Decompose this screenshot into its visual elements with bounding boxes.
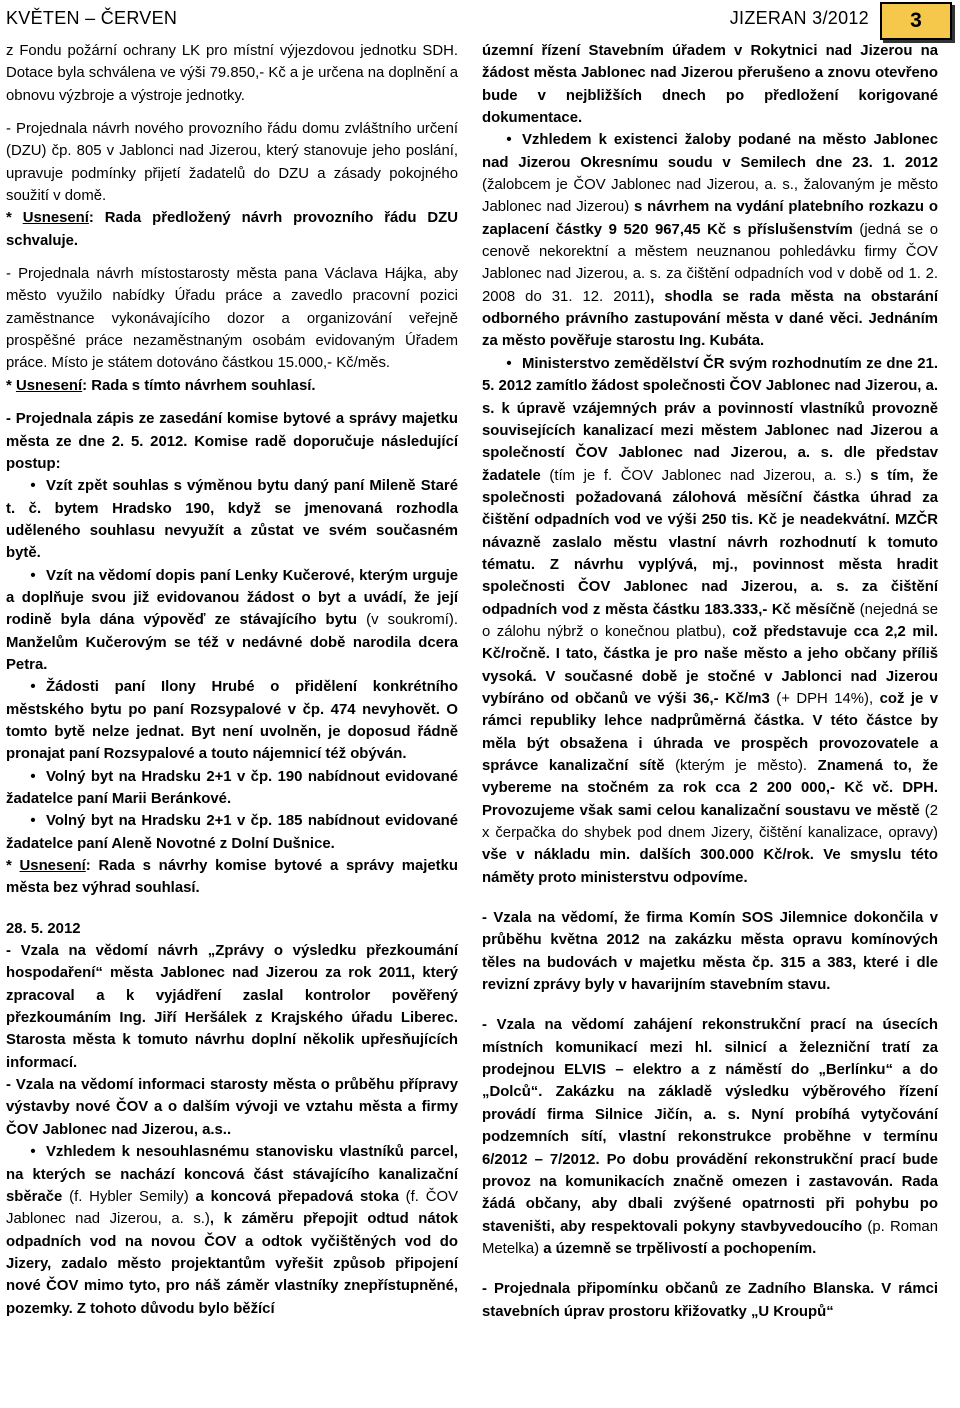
paragraph: - Vzala na vědomí zahájení rekonstrukční prací na úsecích místních komunikací mezi hl. silnicí a železniční tratí za prodejnou ELVIS – elektro a z náměstí do „Berlínku“ a do „Dolců“. Zakázku na základě výsledku výběrového řízení provádí firma Silnice Jičín, a. s. Nyní probíhá vytyčování podzemních sítí, vlastní rekonstrukce proběhne v termínu 6/2012 – 7/2012. Po dobu provádění rekonstrukční prací bude provoz na komunikacích značně omezen i zastavován. Rada žádá občany, aby dbali zvýšené opatrnosti při pohybu po staveništi, aby respektovali pokyny stavbyvedoucího (p. Roman Metelka) a územně se trpělivostí a pochopením. [482, 1017, 938, 1257]
page-header [0, 0, 960, 40]
resolution: * Usnesení: Rada s návrhy komise bytové a správy majetku města bez výhrad souhlasí. [6, 858, 458, 897]
paragraph: - Projednala zápis ze zasedání komise bytové a správy majetku města ze dne 2. 5. 2012. Komise radě doporučuje následující postup: [6, 411, 458, 472]
list-item: • Vzhledem k existenci žaloby podané na město Jablonec nad Jizerou Okresnímu soudu v Semilech dne 23. 1. 2012 (žalobcem je ČOV Jablonec nad Jizerou, a. s., žalovaným je město Jablonec nad Jizerou) s návrhem na vydání platebního rozkazu o zaplacení částky 9 520 967,45 Kč s příslušenstvím (jedná se o cenově nekorektní a městem neuznanou pohledávku firmy ČOV Jablonec nad Jizerou, a. s. za čištění odpadních vod v době od 1. 2. 2008 do 31. 12. 2011), shodla se rada města na obstarání odborného právního zastupování města v dané věci. Jednáním za město pověřuje starostu Ing. Kubáta. [482, 129, 938, 352]
list-item: • Ministerstvo zemědělství ČR svým rozhodnutím ze dne 21. 5. 2012 zamítlo žádost společnosti ČOV Jablonec nad Jizerou, a. s. k úpravě vzájemných práv a povinností vlastníků provozně souvisejících kanalizací mezi městem Jablonec nad Jizerou a společností ČOV Jablonec nad Jizerou, a. s. dle představ žadatele (tím je f. ČOV Jablonec nad Jizerou, a. s.) s tím, že společnosti požadovaná zálohová měsíční částka úhrad za čištění odpadních vod ve výši 250 tis. Kč je neadekvátní. MZČR návazně zaslalo městu vlastní návrh rozhodnutí k tomuto tématu. Z návrhu vyplývá, mj., povinnost města hradit společnosti ČOV Jablonec nad Jizerou, a. s. za čištění odpadních vod z města částku 183.333,- Kč měsíčně (nejedná se o zálohu nýbrž o konečnou platbu), což představuje cca 2,2 mil. Kč/ročně. I tato, částka je pro naše město a jeho občany příliš vysoká. V současné době je stočné v Jablonci nad Jizerou vybíráno od občanů ve výši 36,- Kč/m3 (+ DPH 14%), což je v rámci republiky lehce nadprůměrná částka. V této částce by měla být obsažena i úhrada ve prospěch provozovatele a správce kanalizační sítě (kterým je město). Znamená to, že vybereme na stočném za rok cca 2 200 000,- Kč vč. DPH. Provozujeme však sami celou kanalizační soustavu ve městě (2 x čerpačka do shybek pod dnem Jizery, čištění kanalizace, opravy) vše v nákladu min. dalších 300.000 Kč/rok. Ve smyslu této náměty proto ministerstvu odpovíme. [482, 353, 938, 889]
list-item: • Vzhledem k nesouhlasnému stanovisku vlastníků parcel, na kterých se nachází koncová část stávajícího kanalizační sběrače (f. Hybler Semily) a koncová přepadová stoka (f. ČOV Jablonec nad Jizerou, a. s.), k záměru přepojit odtud nátok odpadních vod na novou ČOV a odtok vyčištěných vod do Jizery, zadalo město projektantům vyřešit způsob připojení nové ČOV mimo tyto, pro náš záměr vlastníky znepřístupněné, pozemky. Z tohoto důvodu bylo běžící [6, 1141, 458, 1320]
list-item: • Žádosti paní Ilony Hrubé o přidělení konkrétního městského bytu po paní Rozsypalové v čp. 474 nevyhovět. O tomto bytě nelze jednat. Byt není uvolněn, je doposud řádně pronajat paní Rozsypalové a touto nájemnicí též obýván. [6, 676, 458, 765]
resolution: * Usnesení: Rada s tímto návrhem souhlasí. [6, 377, 316, 394]
paragraph: - Projednala návrh nového provozního řádu domu zvláštního určení (DZU) čp. 805 v Jablonci nad Jizerou, který stanovuje jeho poslání, upravuje podmínky přijetí žadatelů do DZU a zásady pokojného soužití v domě. [6, 121, 458, 205]
right-column [482, 40, 938, 1323]
header-month: KVĚTEN – ČERVEN [6, 8, 178, 28]
paragraph: - Vzala na vědomí, že firma Komín SOS Jilemnice dokončila v průběhu května 2012 na zakázku města opravu komínových těles na budovách v majetku města čp. 315 a 383, které i dle revizní zprávy byly v havarijním stavebním stavu. [482, 910, 938, 994]
left-column [6, 40, 458, 1320]
page-number-badge: 3 [880, 2, 952, 40]
list-item: • Vzít zpět souhlas s výměnou bytu daný paní Mileně Staré t. č. bytem Hradsko 190, když se jmenovaná rozhodla uděleného souhlasu nevyužít a zůstat ve svém současném bytě. [6, 475, 458, 564]
header-issue: JIZERAN 3/2012 [729, 8, 869, 28]
paragraph: z Fondu požární ochrany LK pro místní výjezdovou jednotku SDH. Dotace byla schválena ve výši 79.850,- Kč a je určena na doplnění a obnovu výzbroje a výstroje jednotky. [6, 43, 458, 104]
paragraph: - Vzala na vědomí návrh „Zprávy o výsledku přezkoumání hospodaření“ města Jablonec nad Jizerou za rok 2011, který zpracoval a k vyjádření zaslal kontrolor pověřený přezkoumáním Ing. Jiří Heršálek z Krajského úřadu Liberec. Starosta města k tomuto návrhu doplní několik upřesňujících informací. [6, 943, 458, 1071]
paragraph: - Projednala návrh místostarosty města pana Václava Hájka, aby město využilo nabídky Úřadu práce a zavedlo pracovní pozici zaměstnance vykonávajícího dozor a organizování veřejně prospěšné práce nezaměstnaným osobám evidovaným Úřadem práce. Místo je státem dotováno částkou 15.000,- Kč/měs. [6, 266, 458, 372]
paragraph: územní řízení Stavebním úřadem v Rokytnici nad Jizerou na žádost města Jablonec nad Jizerou přerušeno a znovu otevřeno bude v nejbližších dnech po předložení korigované dokumentace. [482, 43, 938, 127]
list-item: • Vzít na vědomí dopis paní Lenky Kučerové, kterým urguje a doplňuje svou již evidovanou žádost o byt a uvádí, že její rodině byla dána výpověď ze stávajícího bytu (v soukromí). Manželům Kučerovým se též v nedávné době narodila dcera Petra. [6, 565, 458, 677]
list-item: • Volný byt na Hradsku 2+1 v čp. 190 nabídnout evidované žadatelce paní Marii Beránkové. [6, 766, 458, 811]
resolution: * Usnesení: Rada předložený návrh provozního řádu DZU schvaluje. [6, 210, 458, 249]
date-heading: 28. 5. 2012 [6, 920, 81, 937]
paragraph: - Vzala na vědomí informaci starosty města o průběhu přípravy výstavby nové ČOV a o dalším vývoji ve vztahu města a firmy ČOV Jablonec nad Jizerou, a.s.. [6, 1077, 458, 1138]
paragraph: - Projednala připomínku občanů ze Zadního Blanska. V rámci stavebních úprav prostoru křižovatky „U Kroupů“ [482, 1281, 938, 1320]
list-item: • Volný byt na Hradsku 2+1 v čp. 185 nabídnout evidované žadatelce paní Aleně Novotné z Dolní Dušnice. [6, 810, 458, 855]
